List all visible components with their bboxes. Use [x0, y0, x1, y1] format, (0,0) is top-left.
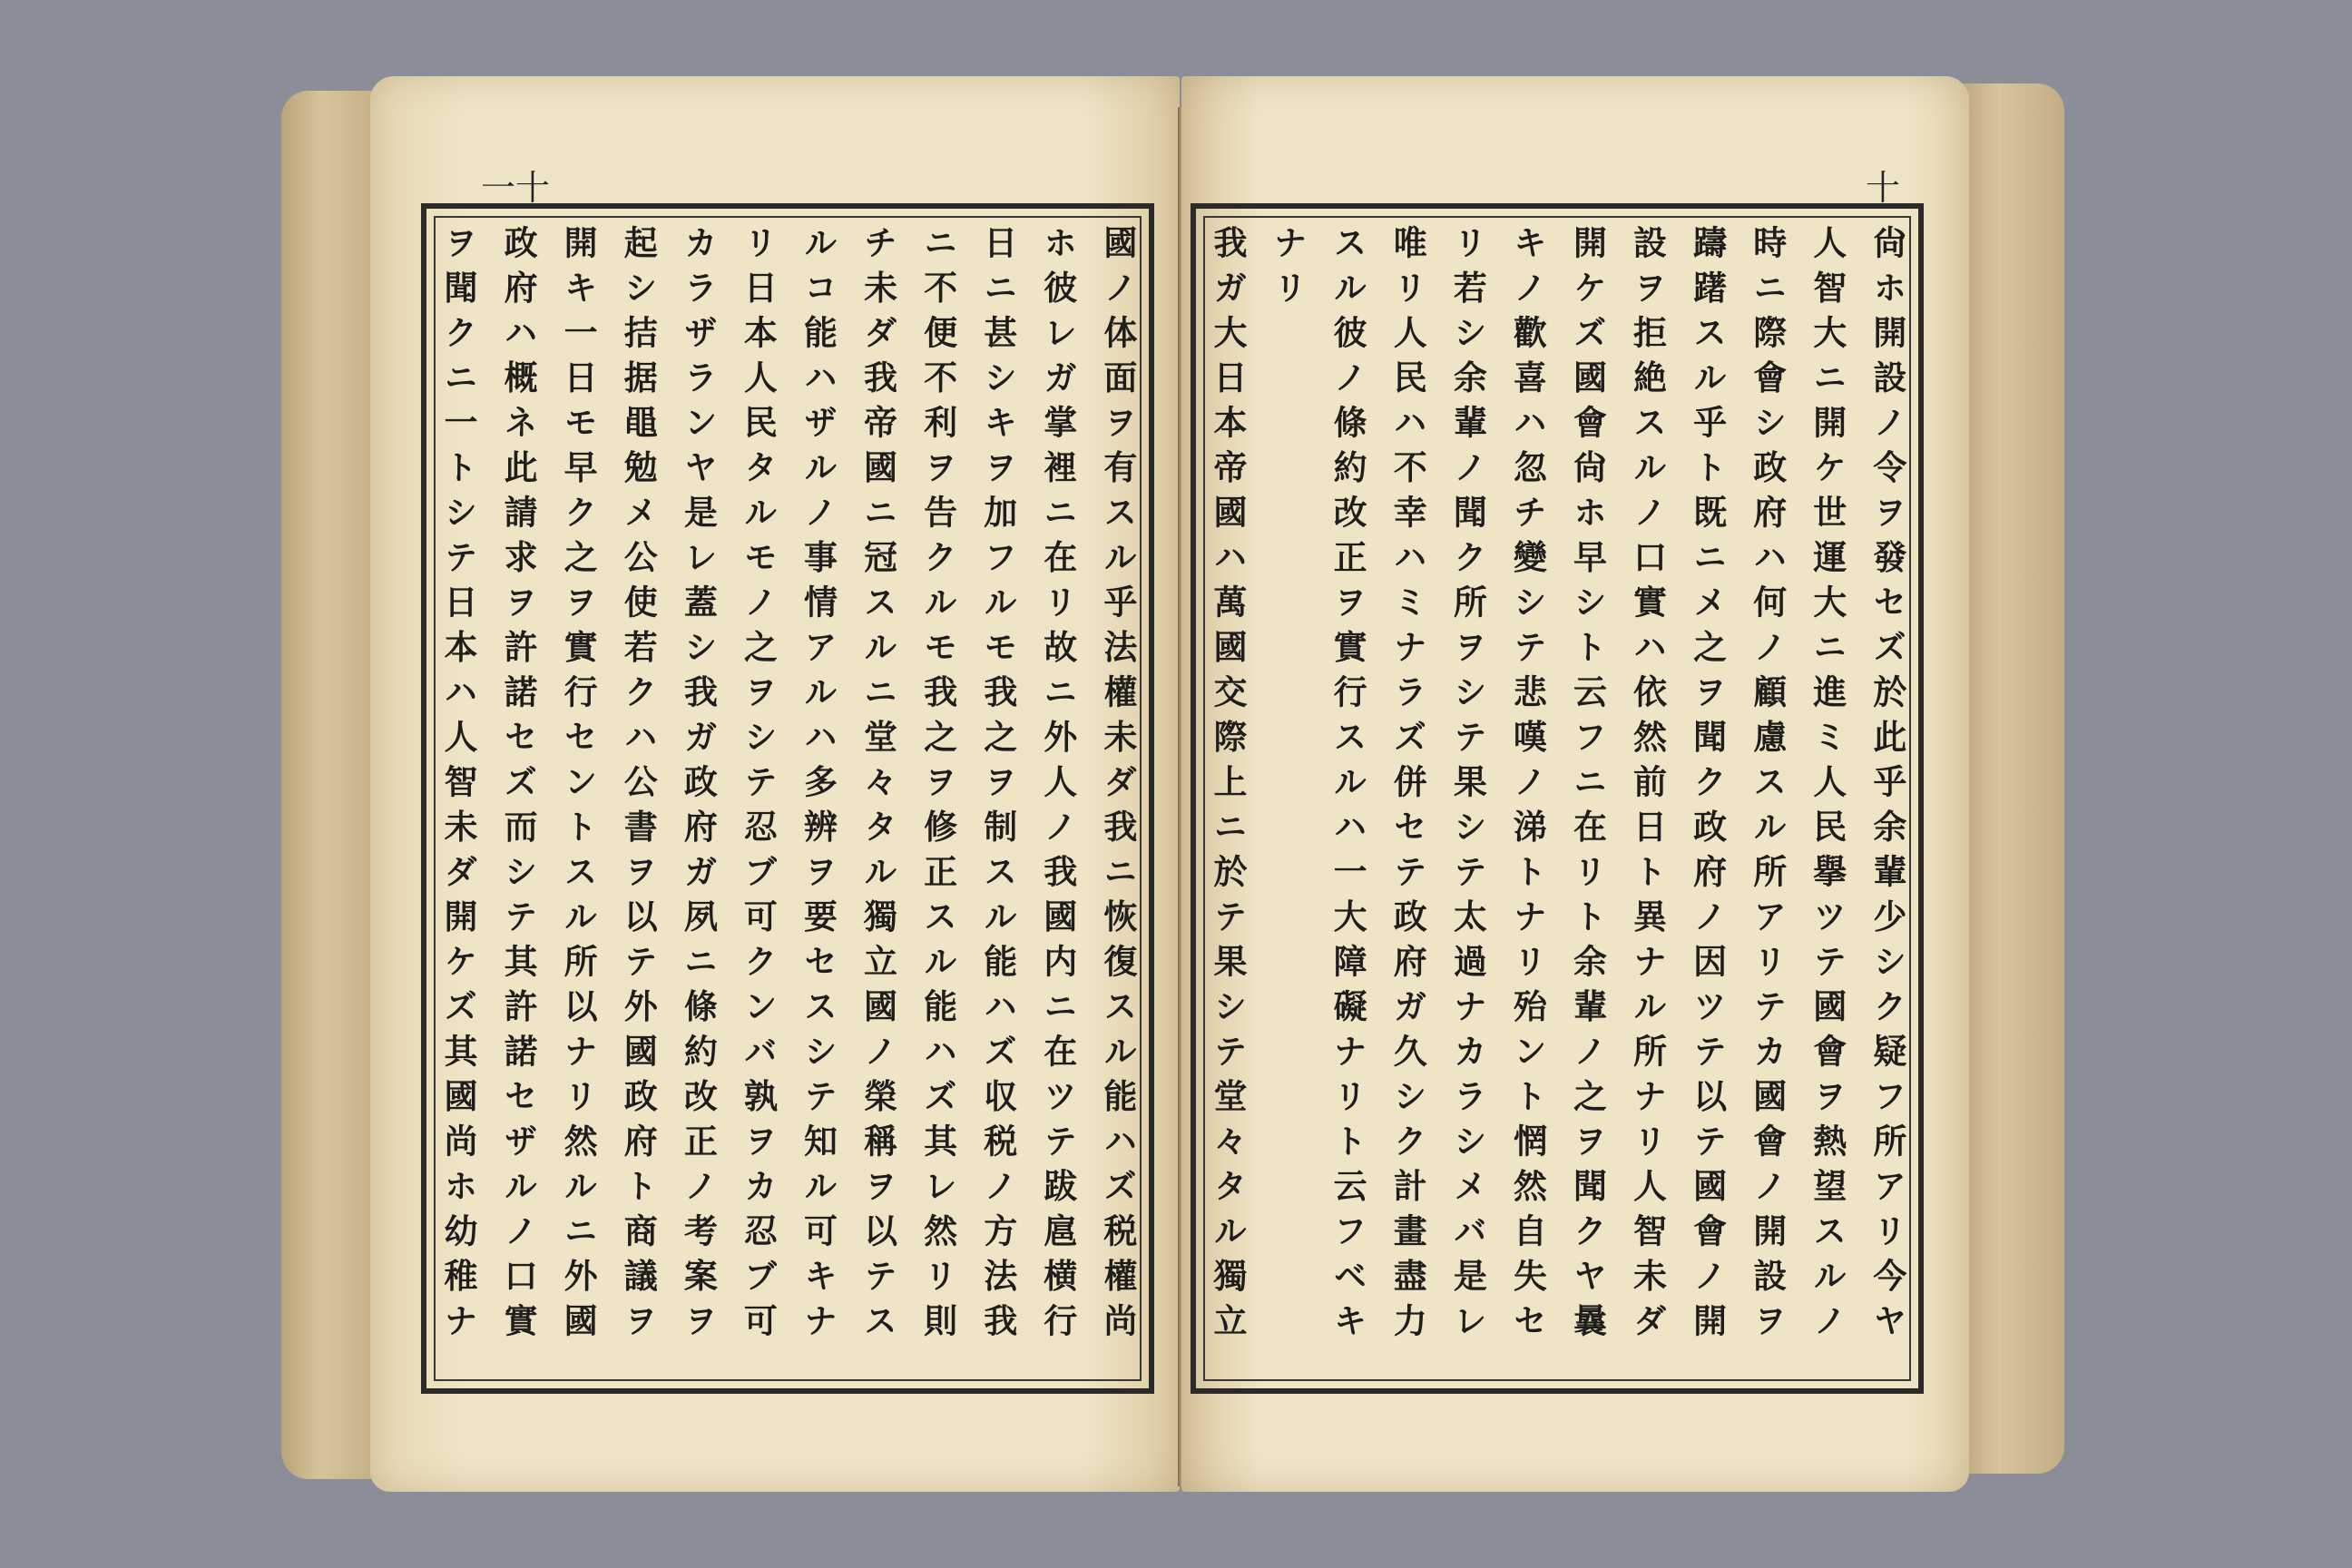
- text-column: 國ノ体面ヲ有スル乎法權未ダ我ニ恢復スル能ハズ税權尚: [1097, 225, 1137, 1348]
- right-page: [1181, 76, 1969, 1492]
- text-column: カラザランヤ是レ蓋シ我ガ政府ガ夙ニ條約改正ノ考案ヲ: [678, 225, 718, 1348]
- text-column: 尙ホ開設ノ令ヲ發セズ於此乎余輩少シク疑フ所アリ今ヤ: [1867, 225, 1906, 1348]
- left-page: [370, 76, 1180, 1492]
- left-text-columns: [438, 225, 1137, 1372]
- text-column: ルコ能ハザルノ事情アルハ多辨ヲ要セスシテ知ル可キナ: [798, 225, 838, 1348]
- text-column: 躊躇スル乎ト既ニメ之ヲ聞ク政府ノ因ツテ以テ國會ノ開: [1687, 225, 1727, 1348]
- page-block-right-edge: [1955, 83, 2064, 1474]
- text-column: 起シ拮据黽勉メ公使若クハ公書ヲ以テ外國政府ト商議ヲ: [618, 225, 658, 1348]
- right-page-number: 十: [1866, 168, 1901, 208]
- open-book: [272, 71, 2069, 1497]
- right-text-frame: [1191, 203, 1924, 1394]
- text-column: 政府ハ概ネ此請求ヲ許諾セズ而シテ其許諾セザルノ口實: [498, 225, 538, 1348]
- text-column: ホ彼レガ掌裡ニ在リ故ニ外人ノ我國内ニ在ツテ跋扈横行: [1037, 225, 1077, 1348]
- text-column: スル彼ノ條約改正ヲ實行スルハ一大障礙ナリト云フベキ: [1328, 225, 1367, 1348]
- text-column: 我ガ大日本帝國ハ萬國交際上ニ於テ果シテ堂々タル獨立: [1208, 225, 1247, 1348]
- text-column: 唯リ人民ハ不幸ハミナラズ併セテ政府ガ久シク計畫盡力: [1387, 225, 1427, 1348]
- text-column: 日ニ甚シキヲ加フルモ我之ヲ制スル能ハズ収税ノ方法我: [977, 225, 1017, 1348]
- text-column: ニ不便不利ヲ告クルモ我之ヲ修正スル能ハズ其レ然リ則: [917, 225, 957, 1348]
- left-text-frame: [421, 203, 1154, 1394]
- text-column: リ日本人民タルモノ之ヲシテ忍ブ可クンバ孰ヲカ忍ブ可: [738, 225, 778, 1348]
- text-column: キノ歡喜ハ忽チ變シテ悲嘆ノ涕トナリ殆ント惘然自失セ: [1507, 225, 1547, 1348]
- right-text-columns: [1210, 225, 1904, 1372]
- text-column: チ未ダ我帝國ニ冠スルニ堂々タル獨立國ノ榮稱ヲ以テス: [858, 225, 897, 1348]
- text-column: リ若シ余輩ノ聞ク所ヲシテ果シテ太過ナカラシメバ是レ: [1447, 225, 1487, 1348]
- left-page-number: 一十: [481, 168, 551, 208]
- text-column: 人智大ニ開ケ世運大ニ進ミ人民擧ツテ國會ヲ熱望スルノ: [1807, 225, 1847, 1348]
- text-column: 設ヲ拒絶スルノ口實ハ依然前日ト異ナル所ナリ人智未ダ: [1627, 225, 1667, 1348]
- text-column: ヲ聞クニ一トシテ日本ハ人智未ダ開ケズ其國尚ホ幼稚ナ: [438, 225, 477, 1348]
- text-column: 開キ一日モ早ク之ヲ實行セントスル所以ナリ然ルニ外國: [558, 225, 598, 1348]
- text-column: 時ニ際會シ政府ハ何ノ顧慮スル所アリテカ國會ノ開設ヲ: [1747, 225, 1787, 1348]
- text-column: ナリ: [1268, 225, 1308, 315]
- page-block-left-edge: [281, 91, 381, 1479]
- text-column: 開ケズ國會尙ホ早シト云フニ在リト余輩ノ之ヲ聞クヤ曩: [1567, 225, 1607, 1348]
